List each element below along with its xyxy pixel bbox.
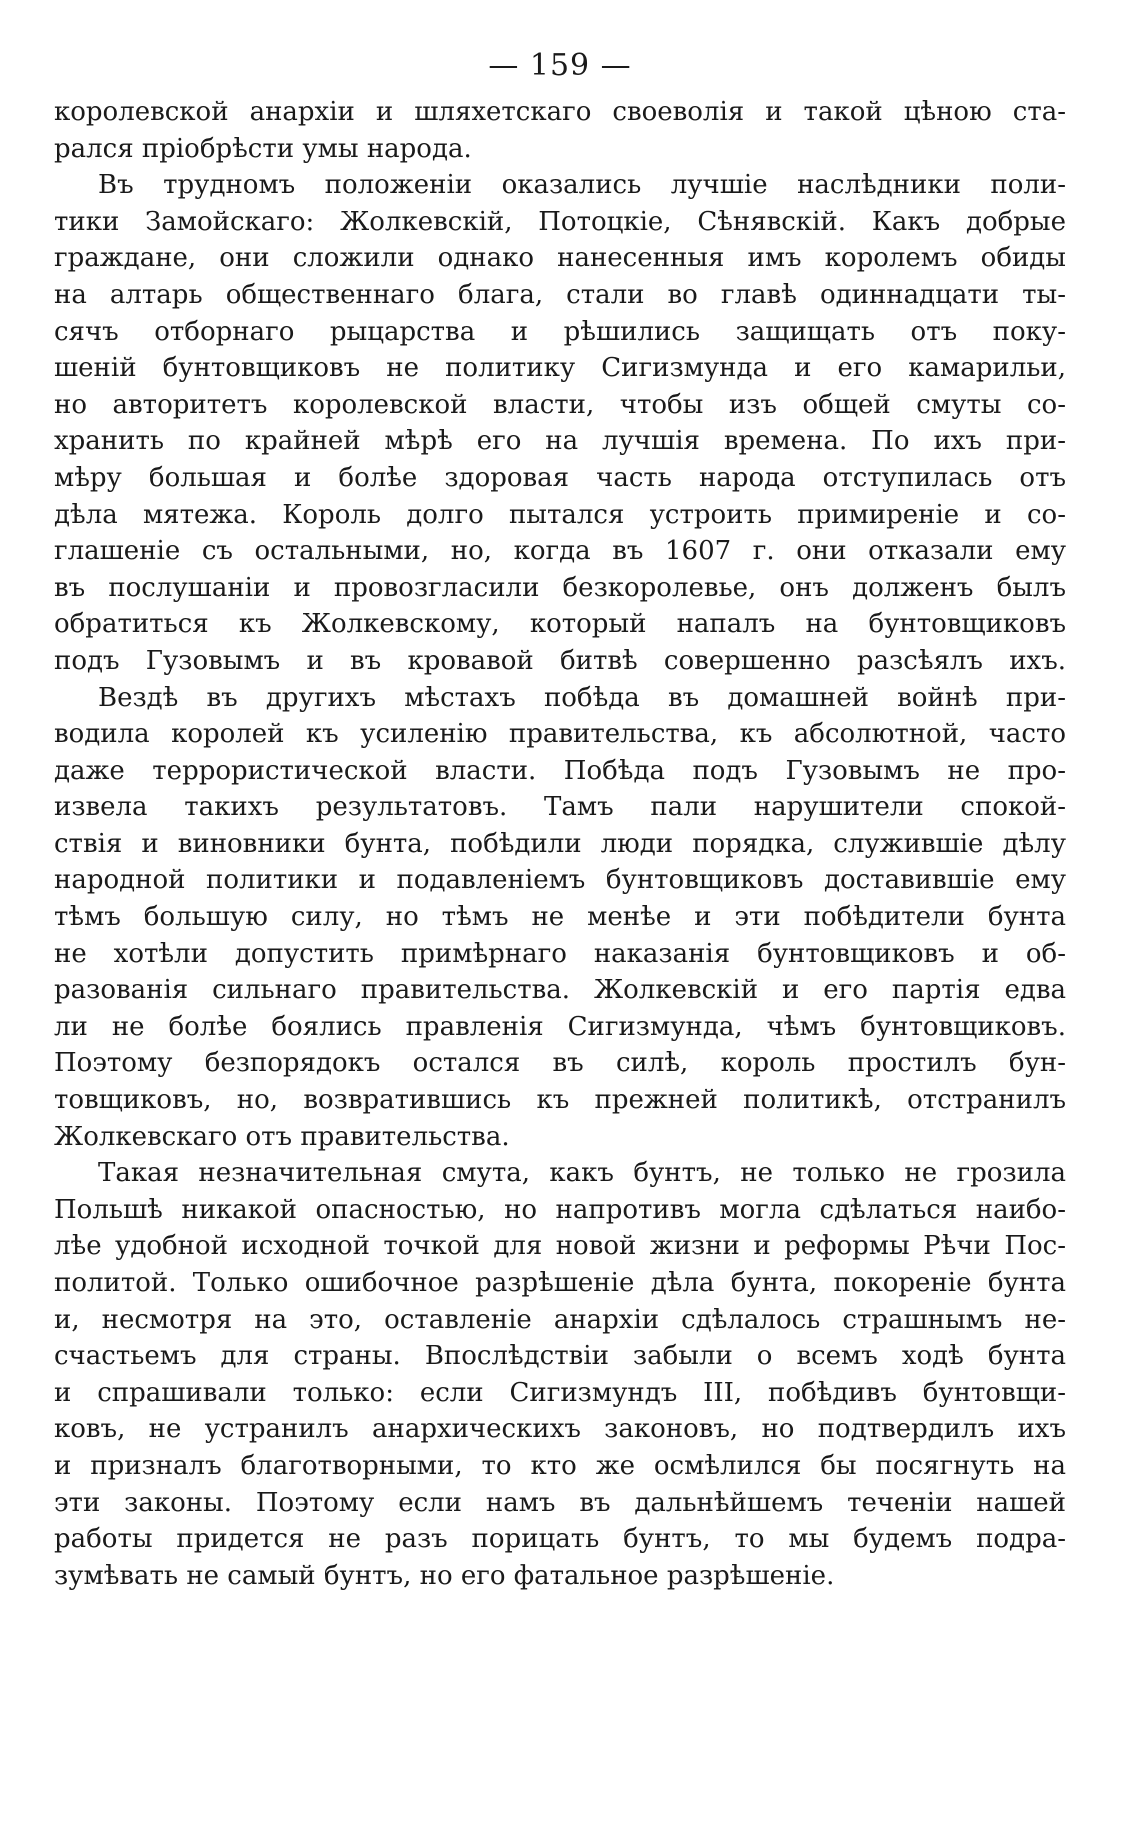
text-line: ли не болѣе боялись правленія Сигизмунда, чѣмъ бунтовщиковъ. <box>54 1011 1066 1042</box>
text-line: Въ трудномъ положеніи оказались лучшіе наслѣдники поли- <box>98 170 1066 201</box>
text-line: водила королей къ усиленію правительства, къ абсолютной, часто <box>54 719 1066 750</box>
text-line: мѣру большая и болѣе здоровая часть народа отступилась отъ <box>54 462 1066 493</box>
text-line: счастьемъ для страны. Впослѣдствіи забыли о всемъ ходѣ бунта <box>54 1341 1066 1372</box>
text-line: разованія сильнаго правительства. Жолкевскій и его партія едва <box>54 975 1066 1006</box>
text-line: дѣла мятежа. Король долго пытался устроить примиреніе и со- <box>54 499 1066 530</box>
text-line: Вездѣ въ другихъ мѣстахъ побѣда въ домашней войнѣ при- <box>98 682 1066 713</box>
paragraph-2 <box>54 167 1066 679</box>
text-line: тѣмъ большую силу, но тѣмъ не менѣе и эти побѣдители бунта <box>54 902 1066 933</box>
text-line: но авторитетъ королевской власти, чтобы изъ общей смуты со- <box>54 389 1066 420</box>
text-line: извела такихъ результатовъ. Тамъ пали нарушители спокой- <box>54 792 1066 823</box>
text-line: въ послушаніи и провозгласили безкоролевье, онъ долженъ былъ <box>54 572 1066 603</box>
text-line: на алтарь общественнаго блага, стали во главѣ одиннадцати ты- <box>54 279 1066 310</box>
text-line: товщиковъ, но, возвратившись къ прежней политикѣ, отстранилъ <box>54 1085 1066 1116</box>
text-line: Такая незначительная смута, какъ бунтъ, не только не грозила <box>98 1158 1066 1189</box>
text-line: глашеніе съ остальными, но, когда въ 1607 г. они отказали ему <box>54 536 1066 567</box>
paragraph-1 <box>54 94 1066 167</box>
text-line: лѣе удобной исходной точкой для новой жизни и реформы Рѣчи Пос- <box>54 1231 1066 1262</box>
paragraph-4 <box>54 1155 1066 1594</box>
text-line: сячъ отборнаго рыцарства и рѣшились защищать отъ поку- <box>54 316 1066 347</box>
text-line: Жолкевскаго отъ правительства. <box>54 1121 510 1152</box>
text-line: работы придется не разъ порицать бунтъ, то мы будемъ подра- <box>54 1524 1066 1555</box>
text-line: политой. Только ошибочное разрѣшеніе дѣла бунта, покореніе бунта <box>54 1268 1066 1298</box>
text-line: зумѣвать не самый бунтъ, но его фатальное разрѣшеніе. <box>54 1560 835 1591</box>
text-line: и призналъ благотворными, то кто же осмѣлился бы посягнуть на <box>54 1450 1066 1481</box>
text-line: народной политики и подавленіемъ бунтовщиковъ доставившіе ему <box>54 865 1066 896</box>
text-line: даже террористической власти. Побѣда подъ Гузовымъ не про- <box>54 755 1066 786</box>
text-line: и спрашивали только: если Сигизмундъ III, побѣдивъ бунтовщи- <box>54 1377 1066 1408</box>
paragraph-3 <box>54 680 1066 1156</box>
text-line: граждане, они сложили однако нанесенныя имъ королемъ обиды <box>54 243 1066 274</box>
text-line: и, несмотря на это, оставленіе анархіи сдѣлалось страшнымъ не- <box>54 1304 1066 1335</box>
text-line: подъ Гузовымъ и въ кровавой битвѣ совершенно разсѣялъ ихъ. <box>54 645 1066 676</box>
text-line: ковъ, не устранилъ анархическихъ законовъ, но подтвердилъ ихъ <box>54 1414 1066 1445</box>
text-line: обратиться къ Жолкевскому, который напалъ на бунтовщиковъ <box>54 609 1066 640</box>
text-line: тики Замойскаго: Жолкевскій, Потоцкіе, Сѣнявскій. Какъ добрые <box>54 206 1066 237</box>
text-line: рался пріобрѣсти умы народа. <box>54 133 472 164</box>
text-line: эти законы. Поэтому если намъ въ дальнѣйшемъ теченіи нашей <box>54 1487 1066 1518</box>
text-line: Польшѣ никакой опасностью, но напротивъ могла сдѣлаться наибо- <box>54 1194 1066 1225</box>
text-line: шеній бунтовщиковъ не политику Сигизмунда и его камарильи, <box>54 353 1066 384</box>
text-line: хранить по крайней мѣрѣ его на лучшія времена. По ихъ при- <box>54 426 1066 457</box>
text-line: королевской анархіи и шляхетскаго своеволія и такой цѣною ста- <box>54 97 1066 127</box>
text-line: Поэтому безпорядокъ остался въ силѣ, король простилъ бун- <box>54 1048 1066 1079</box>
text-line: ствія и виновники бунта, побѣдили люди порядка, служившіе дѣлу <box>54 828 1066 859</box>
text-line: не хотѣли допустить примѣрнаго наказанія бунтовщиковъ и об- <box>54 938 1066 969</box>
page-number: — 159 — <box>488 48 632 83</box>
page <box>54 44 1066 1594</box>
